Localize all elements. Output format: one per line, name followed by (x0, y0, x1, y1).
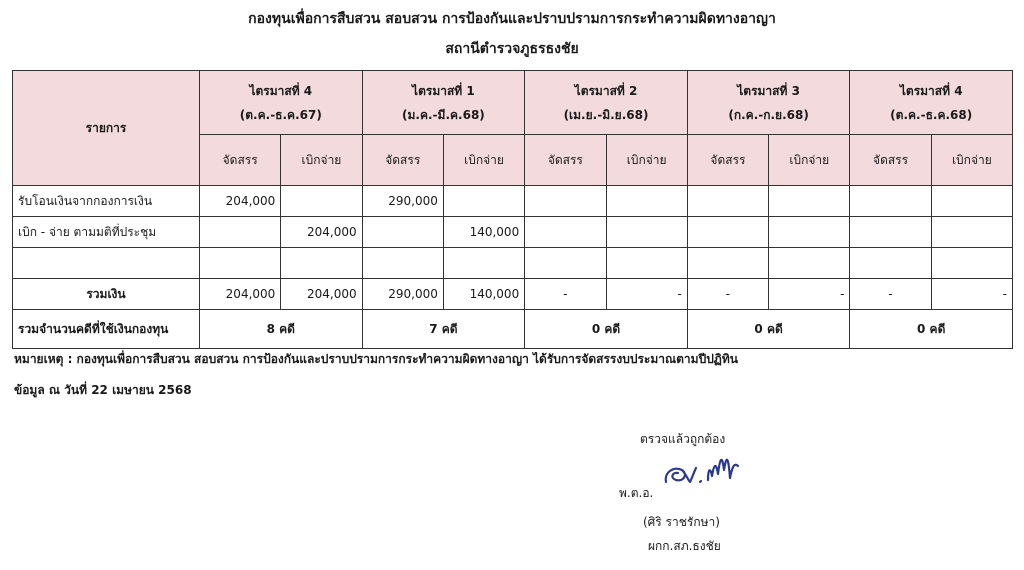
total-cell: - (525, 279, 606, 310)
table-cell: 290,000 (362, 186, 443, 217)
row-label: รับโอนเงินจากกองการเงิน (13, 186, 200, 217)
table-cell: 140,000 (443, 217, 524, 248)
table-cell (769, 186, 850, 217)
total-cell: - (687, 279, 768, 310)
table-cell (606, 186, 687, 217)
item-column-header: รายการ (13, 71, 200, 186)
data-date: ข้อมูล ณ วันที่ 22 เมษายน 2568 (14, 383, 192, 397)
table-cell (606, 248, 687, 279)
table-cell (850, 186, 931, 217)
total-row (13, 279, 1013, 310)
total-cell: - (769, 279, 850, 310)
table-cell: 204,000 (200, 186, 281, 217)
verified-text: ตรวจแล้วถูกต้อง (640, 432, 726, 446)
table-cell (525, 217, 606, 248)
case-count-cell: 7 คดี (362, 310, 525, 349)
total-cell: - (850, 279, 931, 310)
disbursed-header: เบิกจ่าย (443, 135, 524, 186)
table-cell (931, 248, 1012, 279)
quarter-name: ไตรมาสที่ 1 (412, 83, 475, 98)
table-cell (931, 186, 1012, 217)
table-cell (281, 248, 362, 279)
table-cell (200, 217, 281, 248)
table-cell (443, 186, 524, 217)
table-cell (525, 186, 606, 217)
table-cell (362, 217, 443, 248)
table-cell (687, 217, 768, 248)
total-label: รวมเงิน (13, 279, 200, 310)
allocated-header: จัดสรร (200, 135, 281, 186)
table-cell (606, 217, 687, 248)
table-row (13, 248, 1013, 279)
case-count-cell: 0 คดี (525, 310, 688, 349)
table-cell: 204,000 (281, 217, 362, 248)
signer-position: ผกก.สภ.ธงชัย (648, 539, 721, 553)
disbursed-header: เบิกจ่าย (769, 135, 850, 186)
quarter-header (200, 71, 363, 135)
allocated-header: จัดสรร (687, 135, 768, 186)
table-cell (525, 248, 606, 279)
row-label (13, 248, 200, 279)
total-cell: - (931, 279, 1012, 310)
table-cell (687, 186, 768, 217)
quarter-period: (ก.ค.-ก.ย.68) (728, 107, 809, 122)
total-cell: 290,000 (362, 279, 443, 310)
station-name: สถานีตำรวจภูธรธงชัย (445, 41, 579, 57)
remark-note: หมายเหตุ : กองทุนเพื่อการสืบสวน สอบสวน การป้องกันและปราบปรามการกระทำความผิดทางอาญา ได้รับการจัดสรรงบประมาณตามปีปฏิทิน (14, 352, 738, 366)
table-cell (769, 217, 850, 248)
quarter-header (850, 71, 1013, 135)
quarter-name: ไตรมาสที่ 2 (574, 83, 638, 98)
fund-report-table (12, 70, 1013, 349)
total-cell: - (606, 279, 687, 310)
case-count-cell: 0 คดี (850, 310, 1013, 349)
quarter-name: ไตรมาสที่ 4 (899, 83, 963, 98)
signer-rank: พ.ต.อ. (619, 486, 654, 500)
allocated-header: จัดสรร (850, 135, 931, 186)
table-cell (931, 217, 1012, 248)
table-cell (850, 248, 931, 279)
case-count-cell: 8 คดี (200, 310, 363, 349)
table-cell (362, 248, 443, 279)
table-cell (200, 248, 281, 279)
table-cell (687, 248, 768, 279)
case-count-row (13, 310, 1013, 349)
quarter-name: ไตรมาสที่ 4 (249, 83, 313, 98)
quarter-header (525, 71, 688, 135)
table-row (13, 186, 1013, 217)
report-title: กองทุนเพื่อการสืบสวน สอบสวน การป้องกันและปราบปรามการกระทำความผิดทางอาญา (248, 11, 776, 27)
quarter-period: (ม.ค.-มี.ค.68) (402, 107, 485, 122)
handwritten-signature (660, 448, 740, 490)
quarter-header (687, 71, 850, 135)
disbursed-header: เบิกจ่าย (931, 135, 1012, 186)
table-row (13, 217, 1013, 248)
case-count-cell: 0 คดี (687, 310, 850, 349)
table-cell (281, 186, 362, 217)
table-cell (769, 248, 850, 279)
total-cell: 204,000 (200, 279, 281, 310)
quarter-period: (ต.ค.-ธ.ค.67) (239, 107, 322, 122)
case-count-label: รวมจำนวนคดีที่ใช้เงินกองทุน (13, 310, 200, 349)
disbursed-header: เบิกจ่าย (281, 135, 362, 186)
row-label: เบิก - จ่าย ตามมติที่ประชุม (13, 217, 200, 248)
quarter-period: (เม.ย.-มิ.ย.68) (563, 107, 649, 122)
quarter-period: (ต.ค.-ธ.ค.68) (890, 107, 973, 122)
table-cell (443, 248, 524, 279)
table-cell (850, 217, 931, 248)
allocated-header: จัดสรร (525, 135, 606, 186)
total-cell: 204,000 (281, 279, 362, 310)
signer-name: (ศิริ ราชรักษา) (643, 515, 720, 529)
quarter-name: ไตรมาสที่ 3 (737, 83, 800, 98)
quarter-header (362, 71, 525, 135)
allocated-header: จัดสรร (362, 135, 443, 186)
total-cell: 140,000 (443, 279, 524, 310)
disbursed-header: เบิกจ่าย (606, 135, 687, 186)
